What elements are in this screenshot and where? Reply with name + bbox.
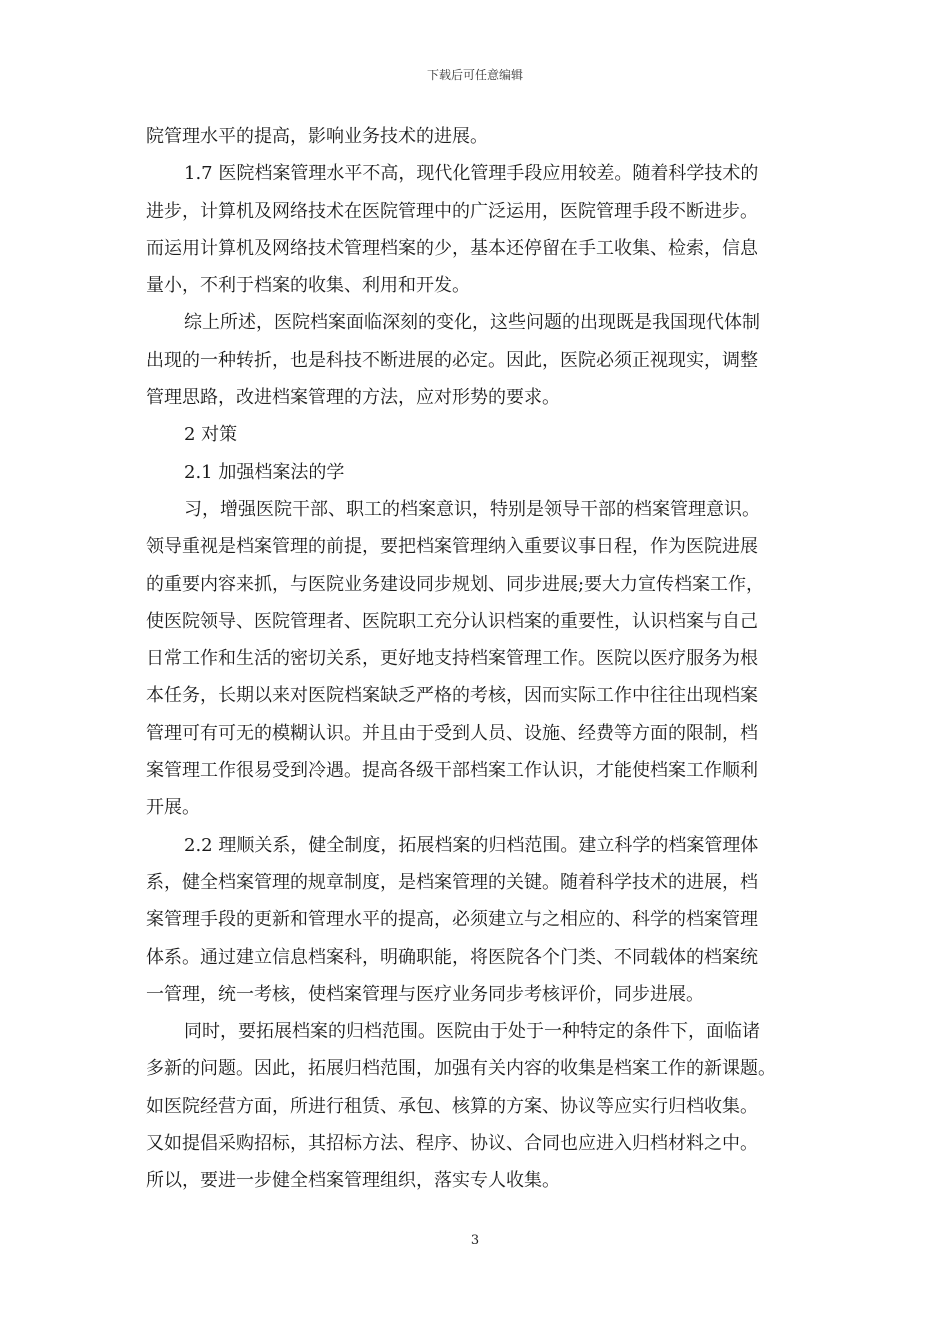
section-2-2: 2.2 理顺关系，健全制度，拓展档案的归档范围。建立科学的档案管理体 [184, 834, 759, 856]
section-heading-2: 2 对策 [184, 424, 238, 446]
text-line: 管理思路，改进档案管理的方法，应对形势的要求。 [146, 387, 560, 409]
text-line: 一管理，统一考核，使档案管理与医疗业务同步考核评价，同步进展。 [146, 983, 704, 1005]
text-line: 量小，不利于档案的收集、利用和开发。 [146, 275, 470, 297]
text-line: 院管理水平的提高，影响业务技术的进展。 [146, 126, 488, 147]
text-line: 所以，要进一步健全档案管理组织，落实专人收集。 [146, 1170, 560, 1192]
text-line: 开展。 [146, 797, 200, 819]
document-body [146, 118, 816, 1200]
text-line: 的重要内容来抓，与医院业务建设同步规划、同步进展;要大力宣传档案工作， [146, 573, 765, 595]
text-line: 使医院领导、医院管理者、医院职工充分认识档案的重要性，认识档案与自己 [146, 610, 758, 632]
text-line: 如医院经营方面，所进行租赁、承包、核算的方案、协议等应实行归档收集。 [146, 1095, 758, 1117]
text-line: 系，健全档案管理的规章制度，是档案管理的关键。随着科学技术的进展，档 [146, 871, 758, 893]
text-line: 出现的一种转折，也是科技不断进展的必定。因此，医院必须正视现实，调整 [146, 349, 758, 371]
text-line: 进步，计算机及网络技术在医院管理中的广泛运用，医院管理手段不断进步。 [146, 200, 758, 222]
text-line: 同时，要拓展档案的归档范围。医院由于处于一种特定的条件下，面临诸 [184, 1021, 760, 1043]
text-line: 领导重视是档案管理的前提，要把档案管理纳入重要议事日程，作为医院进展 [146, 536, 758, 558]
text-line: 体系。通过建立信息档案科，明确职能，将医院各个门类、不同载体的档案统 [146, 946, 758, 968]
text-line: 又如提倡采购招标，其招标方法、程序、协议、合同也应进入归档材料之中。 [146, 1133, 758, 1155]
text-line: 管理可有可无的模糊认识。并且由于受到人员、设施、经费等方面的限制，档 [146, 722, 758, 744]
section-1-7: 1.7 医院档案管理水平不高，现代化管理手段应用较差。随着科学技术的 [184, 163, 759, 185]
text-line: 日常工作和生活的密切关系，更好地支持档案管理工作。医院以医疗服务为根 [146, 648, 758, 670]
text-line: 习，增强医院干部、职工的档案意识，特别是领导干部的档案管理意识。 [184, 498, 760, 520]
text-line: 本任务，长期以来对医院档案缺乏严格的考核，因而实际工作中往往出现档案 [146, 685, 758, 707]
section-heading-2-1: 2.1 加强档案法的学 [184, 461, 345, 483]
page-number: 3 [470, 1233, 480, 1248]
page-header: 下载后可任意编辑 [426, 68, 523, 82]
text-line: 案管理工作很易受到冷遇。提高各级干部档案工作认识，才能使档案工作顺利 [146, 760, 758, 782]
text-line: 案管理手段的更新和管理水平的提高，必须建立与之相应的、科学的档案管理 [146, 909, 758, 931]
text-line: 而运用计算机及网络技术管理档案的少，基本还停留在手工收集、检索，信息 [146, 237, 758, 259]
text-line: 多新的问题。因此，拓展归档范围，加强有关内容的收集是档案工作的新课题。 [146, 1058, 776, 1080]
summary-paragraph: 综上所述，医院档案面临深刻的变化，这些问题的出现既是我国现代体制 [184, 312, 760, 334]
